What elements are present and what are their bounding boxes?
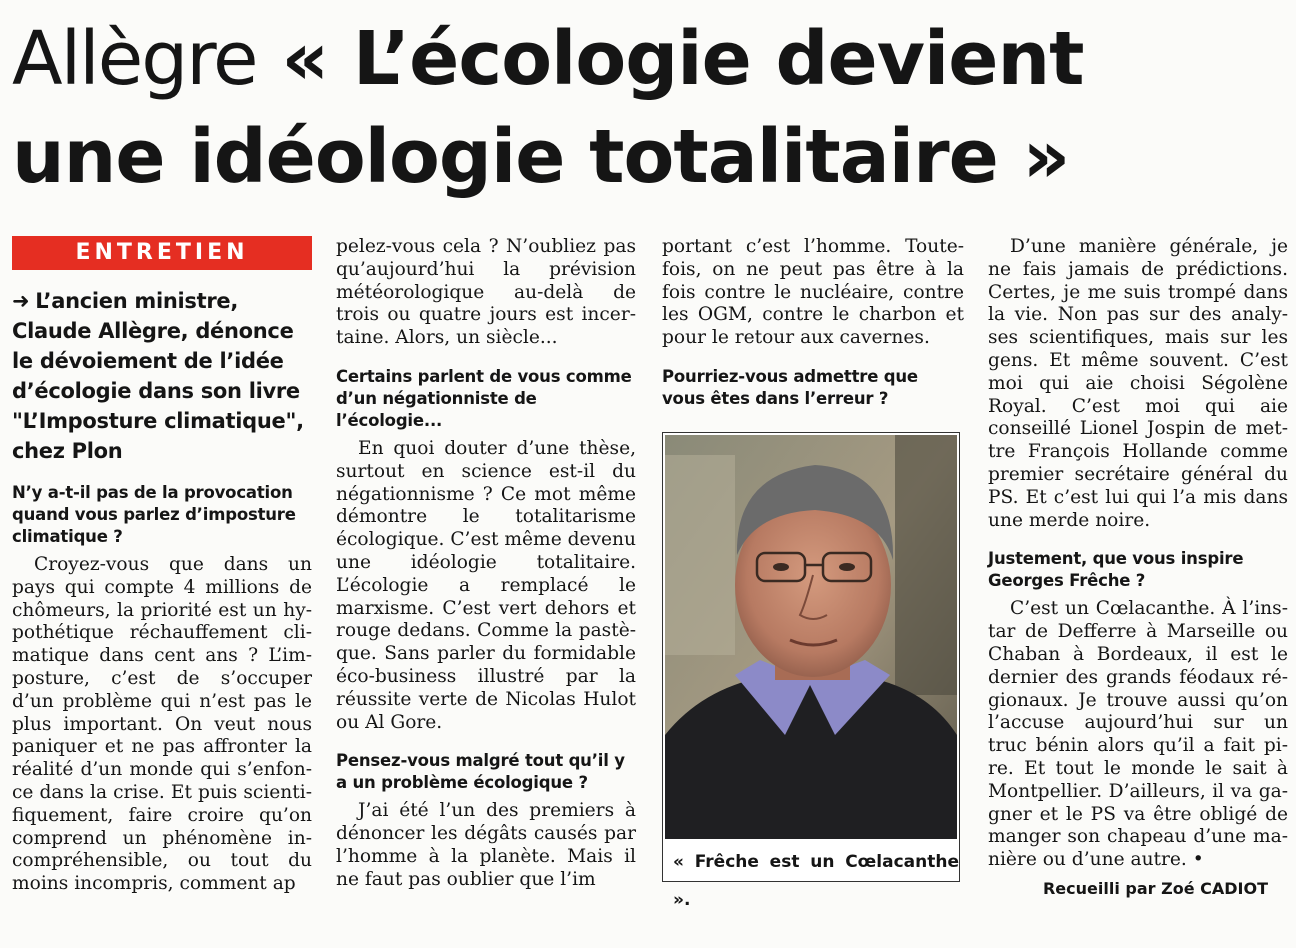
arrow-right-icon: ➜ xyxy=(12,289,30,313)
headline-quote-line1: « L’écologie devient xyxy=(281,16,1084,102)
column-1 xyxy=(12,236,312,896)
answer-4: D’une manière générale, je ne fais jamais de prédictions. Certes, je me suis trompé dans la vie. Non pas sur des analyses scientifiques, mais sur les gens. Et même souvent. C’est moi qui aie choisi Ségolène Royal. C’est moi qui aie conseillé Lionel Jospin de mettre François Hollande comme premier secrétaire général du PS. Et c’est lui qui l’a mis dans une merde noire. xyxy=(988,236,1288,531)
headline-name: Allègre xyxy=(12,16,257,102)
lead-text: L’ancien ministre, Claude Allègre, dénonce le dévoiement de l’idée d’écologie dans son livre "L’Imposture climatique", chez Plon xyxy=(12,289,304,463)
column-4 xyxy=(988,236,1288,901)
portrait-photo xyxy=(662,432,960,910)
question-1: N’y a-t-il pas de la provocation quand vous parlez d’imposture climatique ? xyxy=(12,483,296,546)
answer-1-part-2: pelez-vous cela ? N’oubliez pas qu’aujourd’hui la prévision météorologique au-delà de trois ou quatre jours est incertaine. Alors, un siècle... xyxy=(336,236,636,349)
rubric-label: ENTRETIEN xyxy=(12,236,312,270)
question-4: Pourriez-vous admettre que vous êtes dans l’erreur ? xyxy=(662,366,918,408)
question-5: Justement, que vous inspire Georges Frêche ? xyxy=(988,549,1244,591)
portrait-image xyxy=(665,435,957,839)
headline xyxy=(12,10,1282,206)
answer-3-part-1: J’ai été l’un des premiers à dénoncer les dégâts causés par l’homme à la planète. Mais il ne faut pas oublier que l’im xyxy=(336,800,636,890)
column-3 xyxy=(662,236,964,910)
question-2: Certains parlent de vous comme d’un négationniste de l’écologie... xyxy=(336,366,632,430)
answer-2: En quoi douter d’une thèse, surtout en science est-il du négationnisme ? Ce mot même démontre le totalitarisme écologique. C’est même devenu une idéologie totalitaire. L’écologie a remplacé le marxisme. C’est vert dehors et rouge dedans. Comme la pastèque. Sans parler du formidable éco-business illustré par la réussite verte de Nicolas Hulot ou Al Gore. xyxy=(336,437,636,733)
lead-paragraph xyxy=(12,286,312,466)
question-3: Pensez-vous malgré tout qu’il y a un problème écologique ? xyxy=(336,751,625,793)
end-bullet-icon: • xyxy=(1192,849,1204,871)
answer-1-part-1: Croyez-vous que dans un pays qui compte 4 millions de chômeurs, la priorité est un hypothétique réchauffement climatique dans cent ans ? L’imposture, c’est de s’occuper d’un problème qui n’est pas le plus important. On veut nous paniquer et ne pas affronter la réalité d’un monde qui s’enfonce dans la crise. Et puis scientifiquement, faire croire qu’on comprend un phénomène incompréhensible, ou tout du moins incompris, comment ap xyxy=(12,554,312,895)
photo-caption: « Frêche est un Cœlacanthe ». xyxy=(663,843,959,881)
answer-5-text: C’est un Cœlacanthe. À l’instar de Defferre à Marseille ou Chaban à Bordeaux, il est le dernier des grands féodaux régionaux. Je trouve aussi qu’on l’accuse aujourd’hui sur un truc bénin alors qu’il a fait pire. Et tout le monde le sait à Montpellier. D’ailleurs, il va gagner et le PS va être obligé de manger son chapeau d’une manière ou d’une autre. xyxy=(988,598,1288,871)
headline-quote-line2: une idéologie totalitaire » xyxy=(12,114,1070,200)
answer-3-part-2: portant c’est l’homme. Toutefois, on ne peut pas être à la fois contre le nucléaire, contre les OGM, contre le charbon et pour le retour aux cavernes. xyxy=(662,236,964,349)
column-2 xyxy=(336,236,636,892)
answer-5 xyxy=(988,598,1288,872)
byline: Recueilli par Zoé CADIOT xyxy=(1042,878,1268,898)
